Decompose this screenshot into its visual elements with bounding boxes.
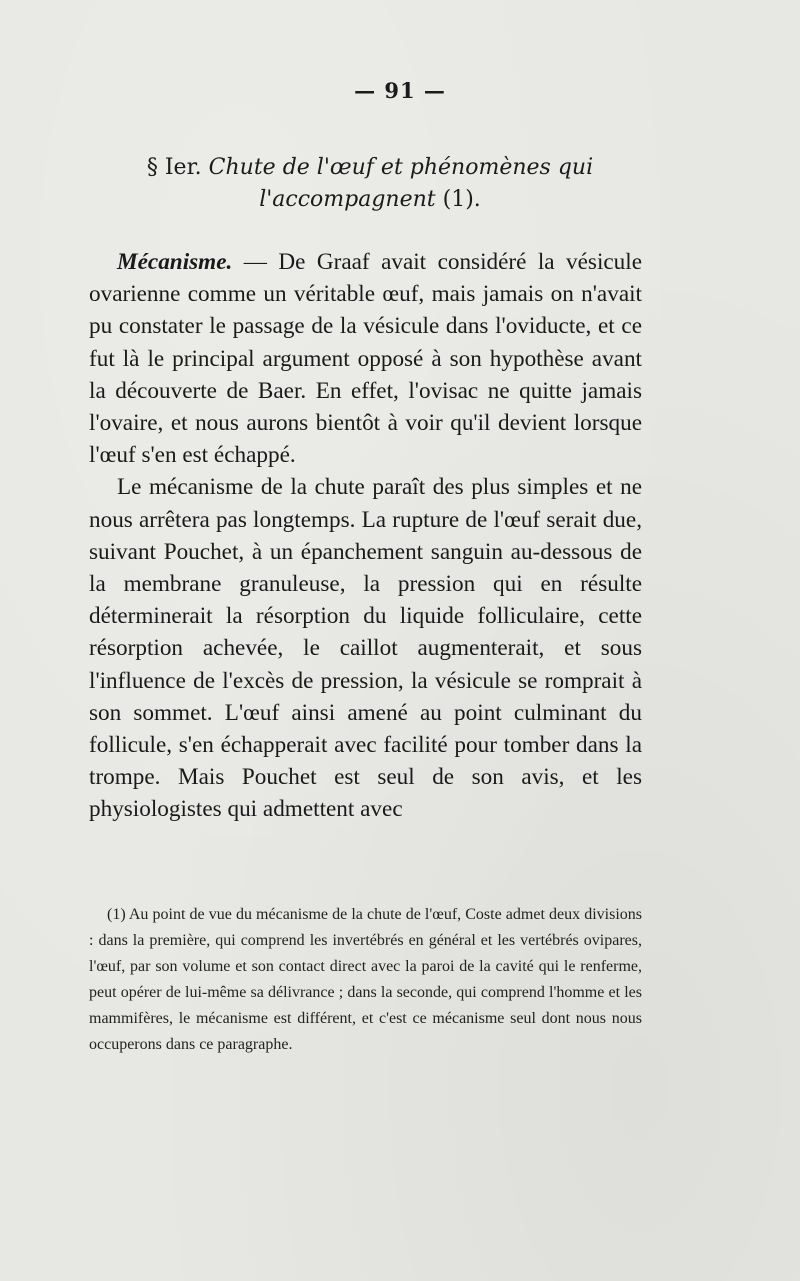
section-number: § Ier.: [146, 155, 202, 180]
section-heading: [90, 152, 650, 216]
paragraph-1: [89, 246, 642, 471]
footnote-text: (1) Au point de vue du mécanisme de la chute de l'œuf, Coste admet deux divisions : dans la première, qui comprend les invertébrés en général et les vertébrés ovipares, l'œuf, par son volume et son contact direct avec la paroi de la cavité qui le renferme, peut opérer de lui-même sa délivrance ; dans la seconde, qui comprend l'homme et les mammifères, le mécanisme est différent, et c'est ce mécanisme seul dont nous nous occuperons dans ce paragraphe.: [89, 906, 642, 1053]
paragraph-lead-word: Mécanisme.: [117, 249, 233, 275]
body-text: [89, 246, 642, 826]
footnote-reference: (1).: [442, 187, 481, 212]
paragraph-1-text: — De Graaf avait considéré la vésicule ovarienne comme un véritable œuf, mais jamais on n'avait pu constater le passage de la vésicule dans l'oviducte, et ce fut là le principal argument opposé à son hypothèse avant la découverte de Baer. En effet, l'ovisac ne quitte jamais l'ovaire, et nous aurons bientôt à voir qu'il devient lorsque l'œuf s'en est échappé.: [89, 249, 643, 469]
page-number: — 91 —: [354, 78, 446, 103]
paragraph-2: Le mécanisme de la chute paraît des plus simples et ne nous arrêtera pas longtemps. La rupture de l'œuf serait due, suivant Pouchet, à un épanchement sanguin au-dessous de la membrane granuleuse, la pression qui en résulte déterminerait la résorption du liquide folliculaire, cette résorption achevée, le caillot augmenterait, et sous l'influence de l'excès de pression, la vésicule se romprait à son sommet. L'œuf ainsi amené au point culminant du follicule, s'en échapperait avec facilité pour tomber dans la trompe. Mais Pouchet est seul de son avis, et les physiologistes qui admettent avec: [89, 474, 642, 823]
section-title: Chute de l'œuf et phénomènes qui l'accompagnent: [208, 155, 594, 212]
footnote: [89, 902, 642, 1058]
